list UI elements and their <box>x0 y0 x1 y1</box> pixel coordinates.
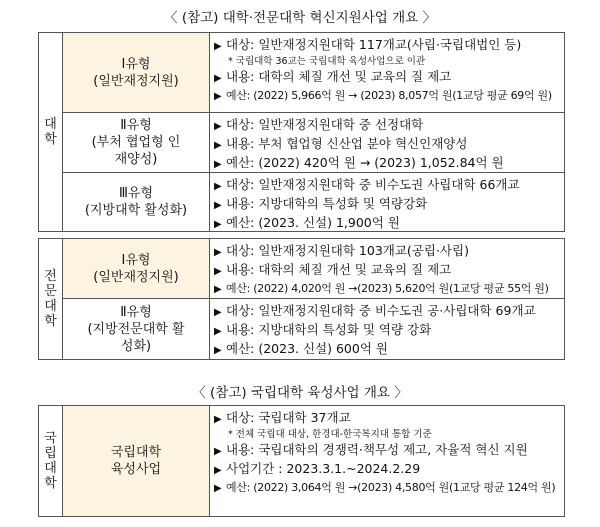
detail-line: ▶ 예산: (2023. 신설) 600억 원 <box>214 341 388 356</box>
univ-type2-sub: (부처 협업형 인재양성) <box>91 135 181 167</box>
college-type2-name: Ⅱ유형 <box>120 304 152 320</box>
college-type1-details <box>210 239 564 299</box>
univ-type2-cell <box>63 113 210 173</box>
college-table <box>38 238 565 360</box>
category-national: 국립대학 <box>39 406 63 516</box>
national-program-name1: 국립대학 <box>110 445 162 460</box>
detail-line: ▶ 대상: 일반재정지원대학 중 비수도권 사립대학 66개교 <box>214 177 520 192</box>
national-program-name2: 육성사업 <box>110 462 162 477</box>
univ-type3-cell <box>63 173 210 231</box>
univ-type3-sub: (지방대학 활성화) <box>84 203 188 218</box>
detail-line: ▶ 내용: 대학의 체질 개선 및 교육의 질 제고 <box>214 69 452 84</box>
detail-line: ▶ 대상: 일반재정지원대학 103개교(공립·사립) <box>214 243 469 258</box>
detail-line: ▶ 대상: 일반재정지원대학 중 비수도권 공·사립대학 69개교 <box>214 303 536 318</box>
detail-line: ▶ 대상: 국립대학 37개교 <box>214 410 351 425</box>
college-type2-sub: (지방전문대학 활성화) <box>87 321 185 354</box>
detail-note: * 전체 국립대 대상, 한경대-한국복지대 통합 기준 <box>228 429 432 440</box>
detail-line: ▶ 대상: 일반재정지원대학 중 선정대학 <box>214 117 424 132</box>
detail-line: ▶ 대상: 일반재정지원대학 117개교(사립·국립대법인 등) <box>214 37 522 52</box>
univ-type1-sub: (일반재정지원) <box>93 73 179 89</box>
title-university-innovation: 〈 (참고) 대학·전문대학 혁신지원사업 개요 〉 <box>164 10 436 26</box>
univ-type1-name: Ⅰ유형 <box>121 56 151 72</box>
univ-type1-cell <box>63 33 210 113</box>
detail-line: ▶ 내용: 지방대학의 특성화 및 역량강화 <box>214 196 428 211</box>
category-university: 대학 <box>39 33 63 231</box>
detail-line: ▶ 내용: 지방대학의 특성화 및 역량 강화 <box>214 322 432 337</box>
univ-type3-details <box>210 173 564 231</box>
college-type2-details <box>210 299 564 359</box>
detail-line: ▶ 예산: (2023. 신설) 1,900억 원 <box>214 215 400 230</box>
detail-line: ▶ 예산: (2022) 4,020억 원 →(2023) 5,620억 원(1교당 평균 55억 원) <box>214 282 549 295</box>
university-table <box>38 32 565 232</box>
category-college: 전문대학 <box>39 239 63 359</box>
college-type1-name: Ⅰ유형 <box>121 252 151 268</box>
detail-line: ▶ 사업기간 : 2023.3.1.~2024.2.29 <box>214 461 421 476</box>
univ-type3-name: Ⅲ유형 <box>118 186 154 201</box>
detail-line: ▶ 내용: 대학의 체질 개선 및 교육의 질 제고 <box>214 262 452 277</box>
national-program-details <box>210 406 564 516</box>
detail-line: ▶ 예산: (2022) 420억 원 → (2023) 1,052.84억 원 <box>214 155 504 170</box>
univ-type1-details <box>210 33 564 113</box>
univ-type2-details <box>210 113 564 173</box>
detail-note: * 국립대학 36교는 국립대학 육성사업으로 이관 <box>228 56 426 67</box>
national-table <box>38 405 565 517</box>
detail-line: ▶ 내용: 부처 협업형 신산업 분야 혁신인재양성 <box>214 136 468 151</box>
detail-line: ▶ 예산: (2022) 5,966억 원 → (2023) 8,057억 원(1교당 평균 69억 원) <box>214 89 552 102</box>
title-national-university: 〈 (참고) 국립대학 육성사업 개요 〉 <box>192 385 408 401</box>
univ-type2-name: Ⅱ유형 <box>120 118 152 133</box>
detail-line: ▶ 내용: 국립대학의 경쟁력·책무성 제고, 자율적 혁신 지원 <box>214 442 528 457</box>
college-type1-cell <box>63 239 210 299</box>
detail-line: ▶ 예산: (2022) 3,064억 원 →(2023) 4,580억 원(1교당 평균 124억 원) <box>214 481 556 494</box>
national-program-cell <box>63 406 210 516</box>
college-type1-sub: (일반재정지원) <box>93 269 179 285</box>
college-type2-cell <box>63 299 210 359</box>
